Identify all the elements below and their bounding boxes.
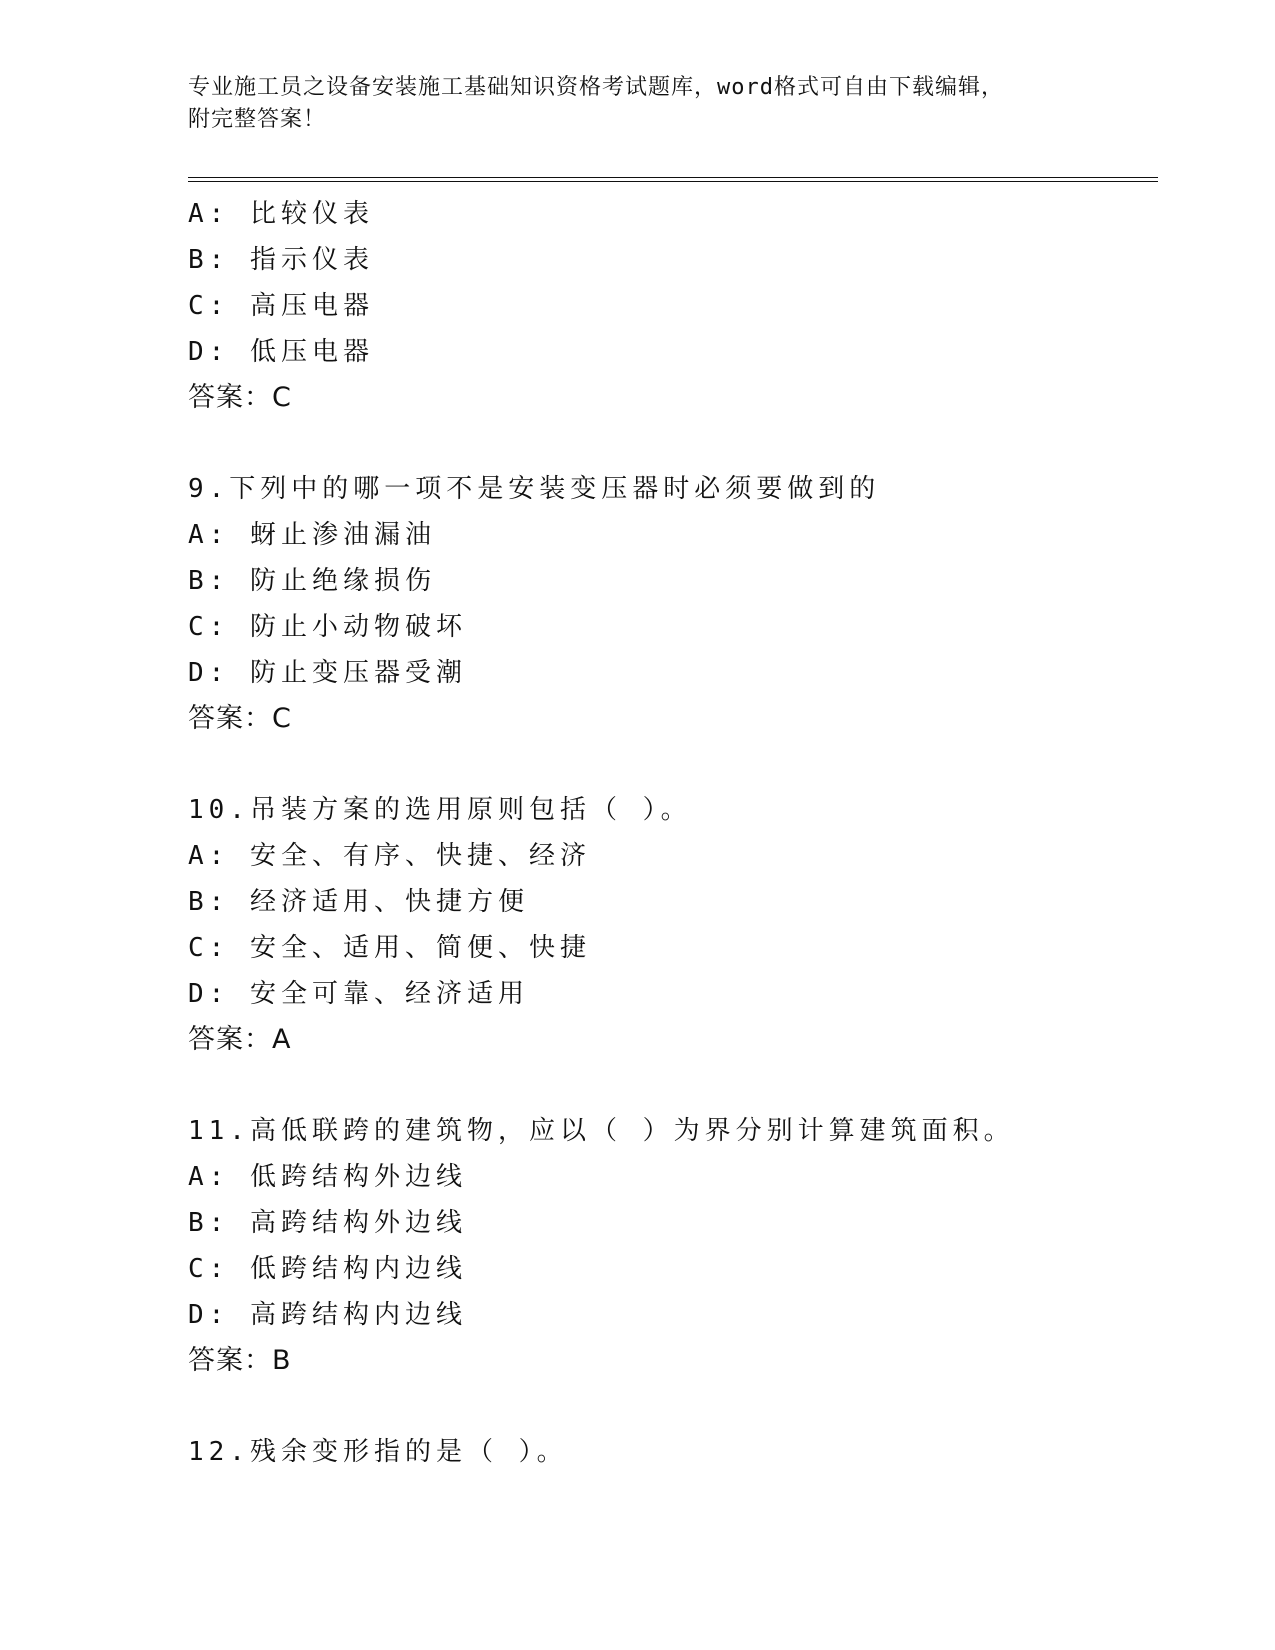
answer-line: 答案：A [188,1024,292,1055]
answer-line: 答案：C [188,382,292,413]
option-d: D: 安全可靠、经济适用 [188,979,529,1009]
option-c: C: 安全、适用、简便、快捷 [188,933,591,963]
option-d: D: 低压电器 [188,337,374,367]
option-b: B: 经济适用、快捷方便 [188,887,529,917]
option-b: B: 高跨结构外边线 [188,1208,467,1238]
question-block-12 [188,1429,1148,1475]
question-block-10 [188,787,1148,1063]
option-c: C: 防止小动物破坏 [188,612,467,642]
question-text: 9.下列中的哪一项不是安装变压器时必须要做到的 [188,474,881,504]
option-b: B: 防止绝缘损伤 [188,566,436,596]
document-header [188,72,1088,136]
question-block-11 [188,1108,1148,1384]
question-list [188,191,1148,1475]
header-line-2: 附完整答案！ [188,107,327,132]
option-b: B: 指示仪表 [188,245,374,275]
option-a: A: 蚜止渗油漏油 [188,520,436,550]
question-text: 10.吊装方案的选用原则包括（ ）。 [188,795,692,825]
header-divider [188,177,1158,182]
answer-line: 答案：C [188,703,292,734]
option-d: D: 防止变压器受潮 [188,658,467,688]
question-text: 11.高低联跨的建筑物，应以（ ）为界分别计算建筑面积。 [188,1116,1015,1146]
option-a: A: 安全、有序、快捷、经济 [188,841,591,871]
header-line-1: 专业施工员之设备安装施工基础知识资格考试题库，word格式可自由下载编辑， [188,75,1004,100]
option-a: A: 比较仪表 [188,199,374,229]
option-a: A: 低跨结构外边线 [188,1162,467,1192]
answer-line: 答案：B [188,1345,292,1376]
option-c: C: 低跨结构内边线 [188,1254,467,1284]
question-block-9 [188,466,1148,742]
question-text: 12.残余变形指的是（ ）。 [188,1437,568,1467]
option-d: D: 高跨结构内边线 [188,1300,467,1330]
option-c: C: 高压电器 [188,291,374,321]
question-block-partial [188,191,1148,421]
